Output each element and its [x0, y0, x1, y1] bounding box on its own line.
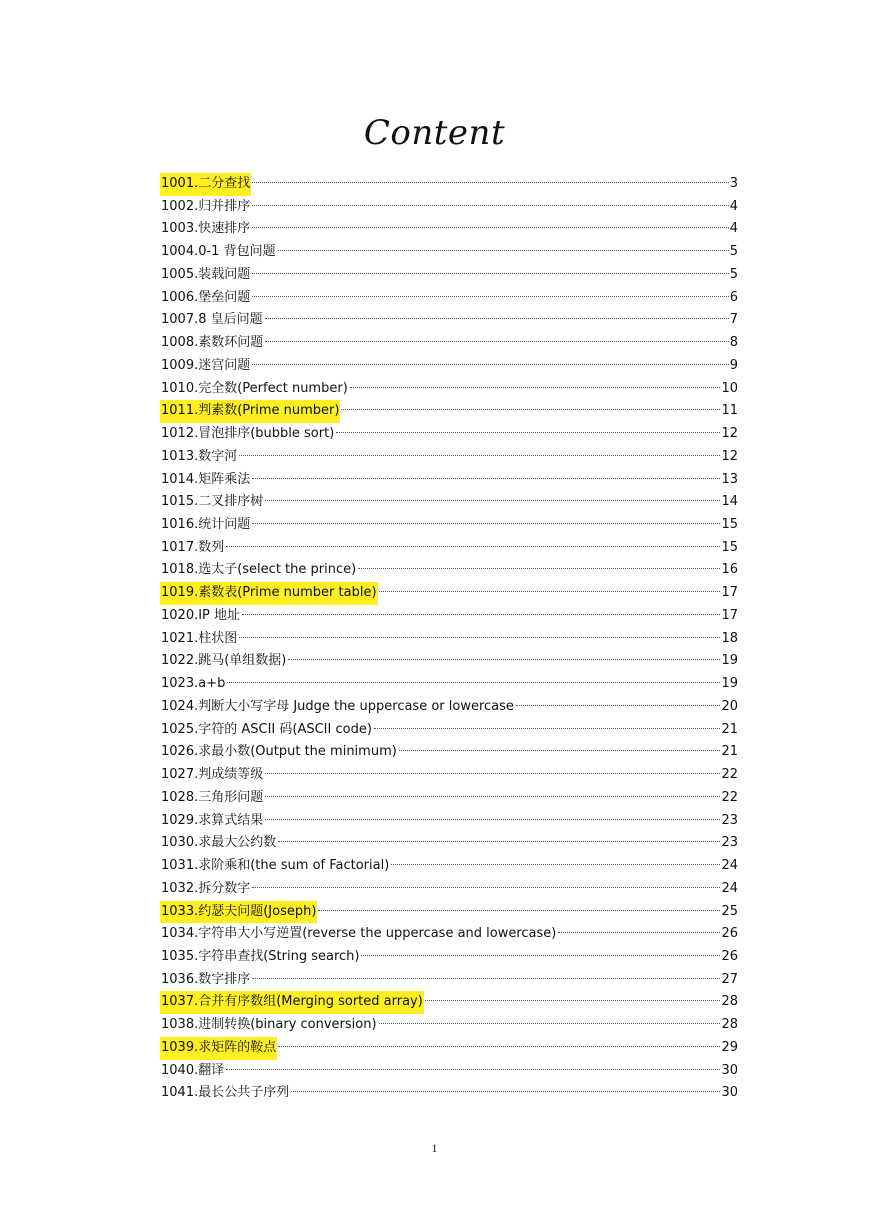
- toc-entry-title[interactable]: 1002.归并排序: [161, 198, 251, 214]
- toc-entry[interactable]: [160, 559, 738, 582]
- dot-leader: [399, 750, 721, 751]
- toc-entry[interactable]: [160, 446, 738, 469]
- toc-entry-title[interactable]: 1038.进制转换(binary conversion): [161, 1017, 377, 1033]
- toc-page-number: 25: [721, 903, 738, 919]
- dot-leader: [252, 296, 729, 297]
- toc-page-number: 17: [721, 607, 738, 623]
- toc-entry-title[interactable]: 1035.字符串查找(String search): [161, 948, 360, 964]
- toc-page-number: 17: [721, 585, 738, 601]
- dot-leader: [358, 568, 720, 569]
- toc-entry-title[interactable]: 1016.统计问题: [161, 517, 251, 533]
- dot-leader: [379, 1023, 721, 1024]
- dot-leader: [379, 591, 721, 592]
- toc-entry[interactable]: [160, 832, 738, 855]
- toc-page-number: 23: [721, 835, 738, 851]
- toc-page-number: 26: [721, 948, 738, 964]
- dot-leader: [516, 705, 721, 706]
- dot-leader: [278, 1046, 720, 1047]
- toc-entry-title[interactable]: 1021.柱状图: [161, 630, 238, 646]
- toc-page-number: 18: [721, 630, 738, 646]
- toc-entry[interactable]: [160, 1060, 738, 1083]
- toc-entry[interactable]: [160, 355, 738, 378]
- toc-page-number: 23: [721, 812, 738, 828]
- toc-page-number: 26: [721, 926, 738, 942]
- page-title: Content: [363, 113, 506, 153]
- toc-page-number: 19: [721, 676, 738, 692]
- toc-entry[interactable]: [160, 196, 738, 219]
- table-of-contents: [160, 173, 738, 1105]
- toc-page-number: 28: [721, 1017, 738, 1033]
- toc-page-number: 24: [721, 858, 738, 874]
- toc-page-number: 30: [721, 1085, 738, 1101]
- toc-entry-title[interactable]: 1032.拆分数字: [161, 880, 251, 896]
- toc-entry-title[interactable]: 1007.8 皇后问题: [161, 312, 263, 328]
- toc-entry-title[interactable]: 1014.矩阵乘法: [161, 471, 251, 487]
- toc-entry[interactable]: [160, 764, 738, 787]
- toc-entry-title[interactable]: 1036.数字排序: [161, 971, 251, 987]
- toc-entry[interactable]: [160, 1014, 738, 1037]
- dot-leader: [226, 1069, 720, 1070]
- dot-leader: [318, 910, 720, 911]
- toc-page-number: 11: [721, 403, 738, 419]
- dot-leader: [265, 796, 720, 797]
- toc-entry[interactable]: [160, 741, 738, 764]
- toc-entry[interactable]: [160, 378, 738, 401]
- toc-entry[interactable]: [160, 673, 738, 696]
- toc-entry[interactable]: [160, 537, 738, 560]
- toc-entry[interactable]: [160, 650, 738, 673]
- toc-entry[interactable]: [160, 332, 738, 355]
- toc-entry-title[interactable]: 1017.数列: [161, 539, 225, 555]
- dot-leader: [391, 864, 720, 865]
- toc-entry[interactable]: [160, 287, 738, 310]
- toc-page-number: 15: [721, 517, 738, 533]
- toc-entry[interactable]: [160, 969, 738, 992]
- toc-entry-title[interactable]: 1026.求最小数(Output the minimum): [161, 744, 397, 760]
- dot-leader: [265, 318, 729, 319]
- toc-page-number: 19: [721, 653, 738, 669]
- toc-entry[interactable]: [160, 991, 738, 1014]
- toc-entry[interactable]: [160, 719, 738, 742]
- toc-entry-title[interactable]: 1020.IP 地址: [161, 607, 241, 623]
- toc-page-number: 14: [721, 494, 738, 510]
- toc-page-number: 9: [729, 357, 738, 373]
- toc-entry-title[interactable]: 1013.数字河: [161, 448, 238, 464]
- dot-leader: [252, 205, 729, 206]
- dot-leader: [336, 432, 720, 433]
- toc-page-number: 27: [721, 971, 738, 987]
- dot-leader: [341, 409, 720, 410]
- toc-page-number: 21: [721, 721, 738, 737]
- toc-entry[interactable]: [160, 628, 738, 651]
- toc-entry-title[interactable]: 1005.装载问题: [161, 266, 251, 282]
- toc-entry[interactable]: [160, 400, 738, 423]
- dot-leader: [252, 978, 720, 979]
- toc-entry[interactable]: [160, 423, 738, 446]
- dot-leader: [252, 227, 729, 228]
- dot-leader: [265, 773, 720, 774]
- toc-entry[interactable]: [160, 901, 738, 924]
- toc-entry[interactable]: [160, 514, 738, 537]
- toc-entry[interactable]: [160, 810, 738, 833]
- dot-leader: [265, 500, 720, 501]
- toc-entry-title[interactable]: 1012.冒泡排序(bubble sort): [161, 426, 335, 442]
- dot-leader: [558, 932, 720, 933]
- dot-leader: [242, 614, 720, 615]
- dot-leader: [288, 659, 720, 660]
- toc-entry[interactable]: [160, 264, 738, 287]
- toc-entry-title[interactable]: 1033.约瑟夫问题(Joseph): [160, 901, 317, 924]
- dot-leader: [252, 364, 729, 365]
- toc-entry[interactable]: [160, 469, 738, 492]
- toc-entry[interactable]: [160, 855, 738, 878]
- dot-leader: [350, 387, 721, 388]
- toc-page-number: 15: [721, 539, 738, 555]
- toc-page-number: 24: [721, 880, 738, 896]
- toc-entry[interactable]: [160, 923, 738, 946]
- toc-entry-title[interactable]: 1037.合并有序数组(Merging sorted array): [160, 991, 424, 1014]
- dot-leader: [252, 273, 729, 274]
- toc-entry[interactable]: [160, 878, 738, 901]
- toc-entry-title[interactable]: 1031.求阶乘和(the sum of Factorial): [161, 858, 390, 874]
- toc-page-number: 3: [729, 176, 738, 191]
- toc-page-number: 20: [721, 698, 738, 714]
- toc-entry[interactable]: [160, 582, 738, 605]
- toc-entry-title[interactable]: 1023.a+b: [161, 676, 226, 692]
- toc-page-number: 10: [721, 380, 738, 396]
- toc-page-number: 13: [721, 471, 738, 487]
- toc-entry[interactable]: [160, 946, 738, 969]
- toc-page-number: 4: [729, 221, 738, 237]
- toc-page-number: 12: [721, 426, 738, 442]
- toc-entry-title[interactable]: 1040.翻译: [161, 1062, 225, 1078]
- dot-leader: [278, 250, 729, 251]
- toc-page-number: 16: [721, 562, 738, 578]
- toc-entry-title[interactable]: 1025.字符的 ASCII 码(ASCII code): [161, 721, 372, 737]
- dot-leader: [239, 637, 720, 638]
- toc-entry-title[interactable]: 1006.堡垒问题: [161, 289, 251, 305]
- toc-entry[interactable]: [160, 787, 738, 810]
- dot-leader: [374, 728, 721, 729]
- toc-entry-title[interactable]: 1041.最长公共子序列: [161, 1085, 290, 1101]
- toc-entry[interactable]: [160, 491, 738, 514]
- toc-entry-title[interactable]: 1028.三角形问题: [161, 789, 264, 805]
- toc-entry-title[interactable]: 1018.选太子(select the prince): [161, 562, 357, 578]
- dot-leader: [425, 1000, 721, 1001]
- toc-entry-title[interactable]: 1030.求最大公约数: [161, 835, 277, 851]
- dot-leader: [252, 523, 720, 524]
- toc-entry[interactable]: [160, 241, 738, 264]
- dot-leader: [227, 682, 720, 683]
- toc-entry-title[interactable]: 1039.求矩阵的鞍点: [160, 1037, 277, 1060]
- toc-entry-title[interactable]: 1004.0-1 背包问题: [161, 244, 276, 260]
- toc-entry-title[interactable]: 1003.快速排序: [161, 221, 251, 237]
- dot-leader: [291, 1091, 720, 1092]
- toc-page-number: 8: [729, 335, 738, 351]
- toc-entry-title[interactable]: 1008.素数环问题: [161, 335, 264, 351]
- toc-entry[interactable]: [160, 218, 738, 241]
- toc-entry[interactable]: [160, 696, 738, 719]
- toc-page-number: 5: [729, 266, 738, 282]
- toc-entry-title[interactable]: 1027.判成绩等级: [161, 767, 264, 783]
- toc-entry[interactable]: [160, 605, 738, 628]
- dot-leader: [265, 819, 720, 820]
- toc-page-number: 5: [729, 244, 738, 260]
- dot-leader: [252, 887, 720, 888]
- toc-entry-title[interactable]: 1001.二分查找: [160, 173, 251, 196]
- dot-leader: [239, 455, 720, 456]
- toc-entry-title[interactable]: 1009.迷宫问题: [161, 357, 251, 373]
- toc-entry-title[interactable]: 1024.判断大小写字母 Judge the uppercase or lowercase: [161, 698, 514, 714]
- toc-entry[interactable]: [160, 173, 738, 196]
- toc-entry-title[interactable]: 1034.字符串大小写逆置(reverse the uppercase and lowercase): [161, 926, 557, 942]
- dot-leader: [252, 478, 720, 479]
- toc-entry-title[interactable]: 1022.跳马(单组数据): [161, 653, 287, 669]
- toc-entry-title[interactable]: 1010.完全数(Perfect number): [161, 380, 348, 396]
- toc-entry-title[interactable]: 1029.求算式结果: [161, 812, 264, 828]
- toc-entry-title[interactable]: 1015.二叉排序树: [161, 494, 264, 510]
- toc-page-number: 22: [721, 767, 738, 783]
- toc-page-number: 30: [721, 1062, 738, 1078]
- toc-page-number: 28: [721, 994, 738, 1010]
- toc-entry-title[interactable]: 1011.判素数(Prime number): [160, 400, 340, 423]
- dot-leader: [226, 546, 720, 547]
- toc-page-number: 4: [729, 198, 738, 214]
- toc-entry[interactable]: [160, 309, 738, 332]
- dot-leader: [265, 341, 729, 342]
- toc-page-number: 22: [721, 789, 738, 805]
- dot-leader: [361, 955, 720, 956]
- toc-entry[interactable]: [160, 1082, 738, 1105]
- toc-entry-title[interactable]: 1019.素数表(Prime number table): [160, 582, 378, 605]
- toc-page-number: 21: [721, 744, 738, 760]
- toc-entry[interactable]: [160, 1037, 738, 1060]
- toc-page-number: 12: [721, 448, 738, 464]
- toc-page-number: 7: [729, 312, 738, 328]
- page-number: 1: [431, 1141, 438, 1155]
- dot-leader: [278, 841, 720, 842]
- dot-leader: [252, 182, 729, 183]
- toc-page-number: 6: [729, 289, 738, 305]
- toc-page-number: 29: [721, 1039, 738, 1055]
